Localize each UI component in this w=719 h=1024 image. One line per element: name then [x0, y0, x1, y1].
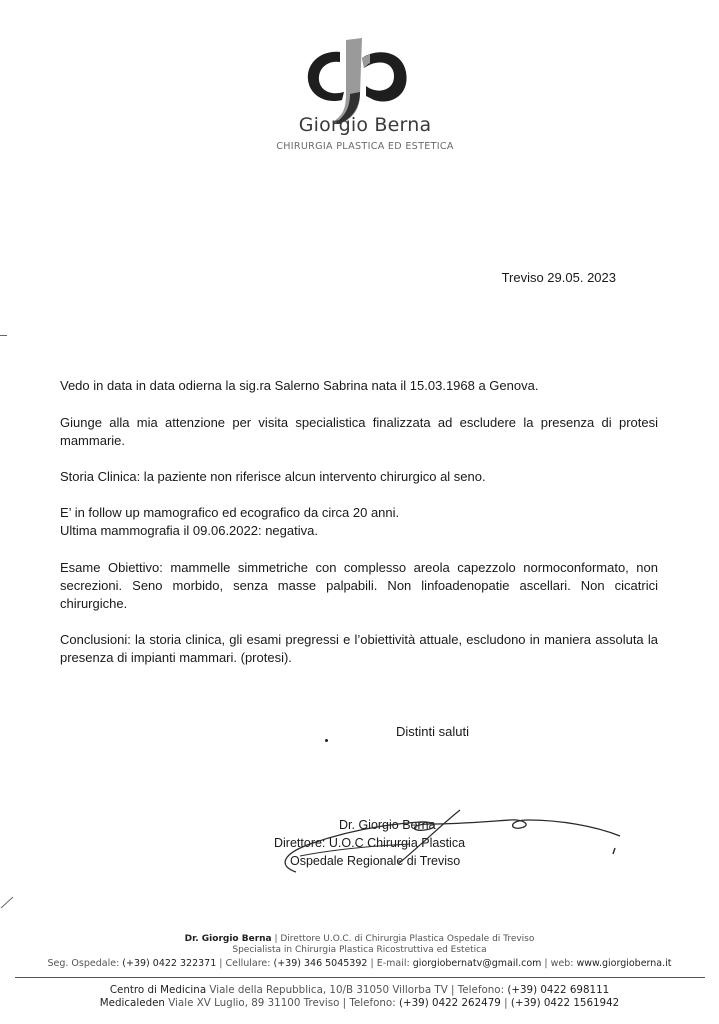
signatory-name: Dr. Giorgio Berna [339, 818, 436, 832]
footer-medicaleden-name: Medicaleden [99, 997, 165, 1009]
footer-seg-label: Seg. Ospedale: [47, 958, 123, 969]
paragraph-exam: Esame Obiettivo: mammelle simmetriche con complesso areola capezzolo normoconformato, non secrezioni. Seno morbido, senza masse palpabili. Non linfoadenopatie ascellari. Non cicatrici chirurgiche. [60, 560, 658, 611]
paragraph-follow-up [60, 504, 658, 540]
signatory-hospital: Ospedale Regionale di Treviso [290, 854, 461, 868]
paragraph-history: Storia Clinica: la paziente non riferisce alcun intervento chirurgico al seno. [60, 469, 486, 484]
footer-centro-name: Centro di Medicina [109, 984, 207, 996]
brand-subtitle: CHIRURGIA PLASTICA ED ESTETICA [276, 141, 454, 152]
footer-line-centro [0, 984, 719, 996]
footer-doctor-role: | Direttore U.O.C. di Chirurgia Plastica Ospedale di Treviso [271, 934, 535, 944]
closing-salutation: Distinti saluti [396, 724, 469, 739]
footer-line-contacts [0, 958, 719, 969]
last-mammography-line: Ultima mammografia il 09.06.2022: negativa. [60, 523, 318, 538]
footer-medicaleden-phone2: (+39) 0422 1561942 [510, 997, 620, 1009]
footer-email[interactable]: giorgiobernatv@gmail.com [412, 958, 542, 969]
footer-medicaleden-address: Viale XV Luglio, 89 31100 Treviso | Telefono: [164, 997, 399, 1009]
footer-doctor-name: Dr. Giorgio Berna [184, 934, 272, 944]
footer-line-specialty: Specialista in Chirurgia Plastica Ricostruttiva ed Estetica [232, 945, 487, 955]
footer-web-label: | web: [541, 958, 577, 969]
date-line: Treviso 29.05. 2023 [501, 270, 616, 285]
footer-website[interactable]: www.giorgioberna.it [576, 958, 672, 969]
footer-email-label: | E-mail: [367, 958, 413, 969]
stray-dot [325, 739, 328, 742]
margin-pen-stroke-icon [0, 895, 16, 909]
footer-line-medicaleden [0, 997, 719, 1009]
follow-up-line: E’ in follow up mamografico ed ecografico da circa 20 anni. [60, 505, 400, 520]
margin-mark [0, 335, 7, 336]
paragraph-conclusions: Conclusioni: la storia clinica, gli esami pregressi e l’obiettività attuale, escludono in maniera assoluta la presenza di impianti mammari. (protesi). [60, 632, 658, 665]
signatory-role: Direttore: U.O.C Chirurgia Plastica [274, 836, 466, 850]
footer-medicaleden-phone1: (+39) 0422 262479 [398, 997, 501, 1009]
paragraph-reason: Giunge alla mia attenzione per visita specialistica finalizzata ad escludere la presenza di protesi mammarie. [60, 415, 658, 448]
footer-centro-address: Viale della Repubblica, 10/B 31050 Villorba TV | Telefono: [206, 984, 508, 996]
footer-cell-phone: (+39) 346 5045392 [273, 958, 368, 969]
footer-seg-phone: (+39) 0422 322371 [122, 958, 217, 969]
brand-name: Giorgio Berna [298, 114, 432, 136]
footer-divider [15, 977, 705, 978]
footer-line-doctor [0, 934, 719, 944]
paragraph-intro: Vedo in data in data odierna la sig.ra Salerno Sabrina nata il 15.03.1968 a Genova. [60, 378, 539, 393]
footer-medicaleden-sep: | [500, 997, 511, 1009]
footer-centro-phone: (+39) 0422 698111 [507, 984, 610, 996]
footer-cell-label: | Cellulare: [216, 958, 274, 969]
